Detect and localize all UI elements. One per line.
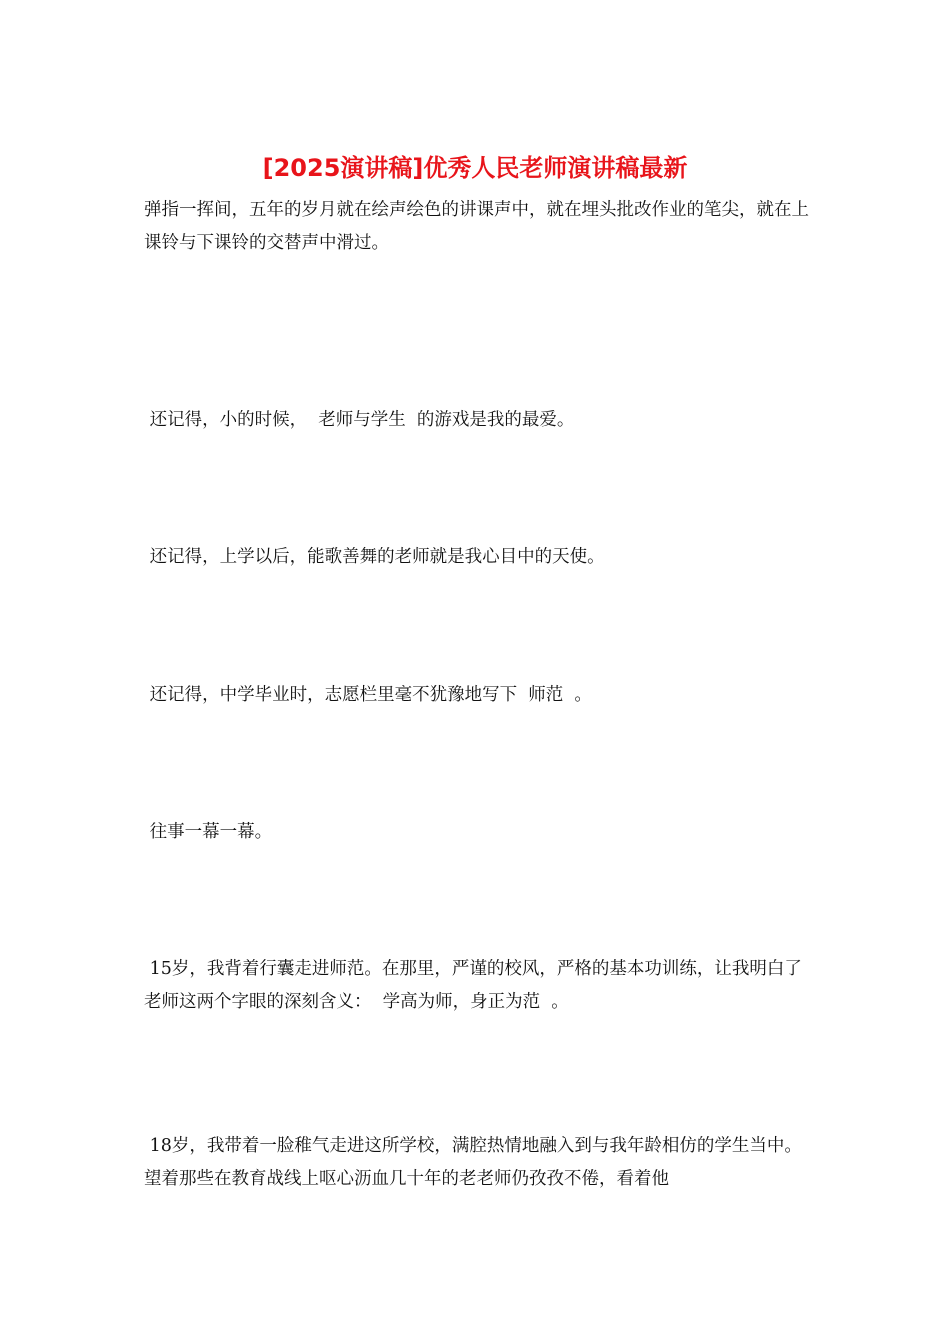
- paragraph-memories: 往事一幕一幕。: [144, 822, 273, 842]
- paragraph-childhood: 还记得，小的时候， 老师与学生 的游戏是我的最爱。: [144, 410, 575, 430]
- paragraph-school: 还记得，上学以后，能歌善舞的老师就是我心目中的天使。: [144, 547, 605, 567]
- paragraph-age-15: 15岁，我背着行囊走进师范。在那里，严谨的校风，严格的基本功训练，让我明白了老师这两个字眼的深刻含义： 学高为师，身正为范 。: [144, 959, 802, 1012]
- paragraph-age-18: 18岁，我带着一脸稚气走进这所学校，满腔热情地融入到与我年龄相仿的学生当中。望着那些在教育战线上呕心沥血几十年的老老师仍孜孜不倦，看着他: [144, 1136, 802, 1189]
- paragraph-intro: 弹指一挥间，五年的岁月就在绘声绘色的讲课声中，就在埋头批改作业的笔尖，就在上课铃与下课铃的交替声中滑过。: [144, 200, 809, 253]
- document-title: [2025演讲稿]优秀人民老师演讲稿最新: [262, 154, 688, 182]
- paragraph-graduation: 还记得，中学毕业时，志愿栏里毫不犹豫地写下 师范 。: [144, 685, 592, 705]
